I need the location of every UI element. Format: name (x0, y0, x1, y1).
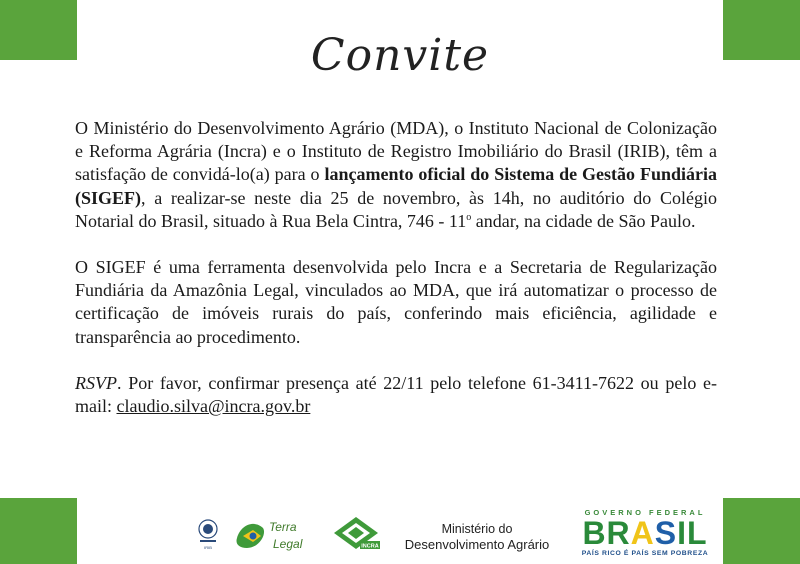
paragraph1-text-a: O Ministério do Desenvolvimento Agrário (MDA), o Instituto Nacional de Colonização e Reforma Agrária (Incra) e o Instituto de Registro Imobiliário do Brasil (IRIB), têm a satisfação de convidá-lo(a) para o (75, 118, 717, 185)
paragraph-rsvp (75, 372, 717, 418)
governo-federal-label: GOVERNO FEDERAL (584, 508, 706, 517)
incra-logo (330, 515, 382, 551)
ministerio-logo (402, 522, 552, 552)
irib-caption: IRIB (204, 545, 212, 550)
brasil-letter: R (606, 515, 631, 551)
paragraph-sigef-description: O SIGEF é uma ferramenta desenvolvida pelo Incra e a Secretaria de Regularização Fundiária da Amazônia Legal, vinculados ao MDA, que irá automatizar o processo de certificação de imóveis rurais do país, conferindo mais eficiência, agilidade e transparência ao procedimento. (75, 257, 717, 347)
legal-word: Legal (273, 537, 303, 551)
brasil-letter: B (582, 515, 607, 551)
rsvp-text: . Por favor, confirmar presença até 22/11 pelo telefone 61-3411-7622 ou pelo e-mail: (75, 372, 717, 417)
brasil-letter: A (630, 515, 655, 551)
ordinal-indicator: o (466, 211, 472, 223)
brasil-letter: L (687, 515, 708, 551)
irib-logo (193, 518, 223, 556)
footer-logos (0, 500, 800, 564)
paragraph1-text-c: andar, na cidade de São Paulo. (471, 210, 696, 231)
ministerio-line2: Desenvolvimento Agrário (404, 537, 550, 552)
invitation-body (75, 117, 717, 441)
incra-caption: INCRA (361, 543, 379, 550)
event-name: lançamento oficial do Sistema de Gestão Fundiária (SIGEF) (75, 164, 717, 208)
invitation-title: Convite (310, 30, 490, 81)
brasil-slogan: PAÍS RICO É PAÍS SEM POBREZA (581, 550, 709, 557)
ministerio-line1: Ministério do (441, 522, 513, 536)
paragraph1-text-b: , a realizar-se neste dia 25 de novembro, às 14h, no auditório do Colégio Notarial do Brasil, situado à Rua Bela Cintra, 746 - 11 (75, 187, 717, 231)
rsvp-label: RSVP (75, 372, 117, 393)
governo-federal-logo (570, 508, 720, 560)
brasil-letter: I (677, 515, 687, 551)
brasil-wordmark (570, 516, 720, 550)
terra-word: Terra (269, 520, 297, 534)
paragraph-invitation (75, 117, 717, 233)
terra-legal-logo (233, 514, 313, 554)
brasil-letter: S (654, 515, 678, 551)
email-link[interactable]: claudio.silva@incra.gov.br (116, 396, 311, 417)
